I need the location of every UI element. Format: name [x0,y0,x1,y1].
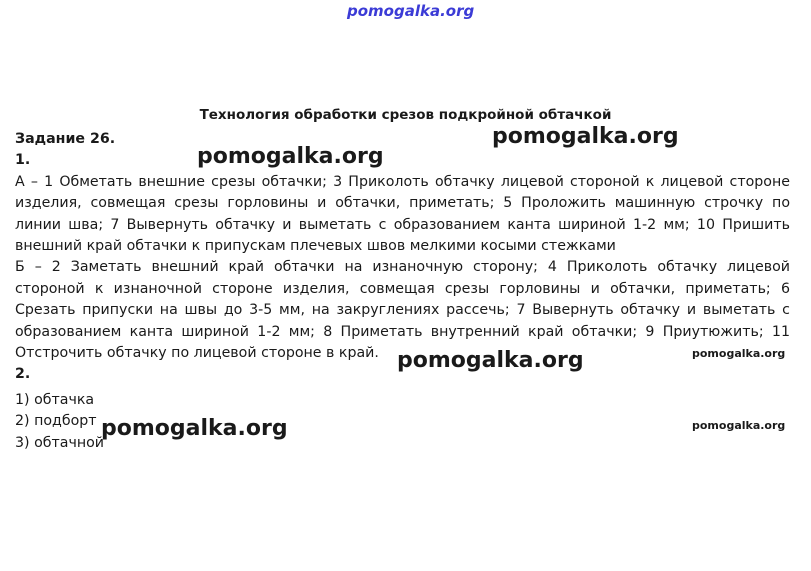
watermark-large-3: pomogalka.org [397,348,584,373]
watermark-large-1: pomogalka.org [492,124,679,149]
document-title: Технология обработки срезов подкройной обтачкой [199,107,612,123]
question-1-label: 1. [15,152,31,169]
task-label: Задание 26. [15,131,116,147]
paragraph-a: А – 1 Обметать внешние срезы обтачки; 3 Приколоть обтачку лицевой стороной к лицевой стороне изделия, совмещая срезы горловины и обтачки, приметать; 5 Проложить машинную строчку по линии шва; 7 Вывернуть обтачку и выметать с образованием канта шириной 1-2 мм; 10 Пришить внешний край обтачки к припускам плечевых швов мелкими косыми стежками [15,173,790,255]
answer-item-2: 2) подборт [15,413,97,430]
watermark-small-2: pomogalka.org [692,419,786,432]
document-body [15,129,790,454]
watermark-large-2: pomogalka.org [197,144,384,169]
answer-item-3: 3) обтачной [15,434,105,451]
question-2-label: 2. [15,366,31,383]
answer-item-1: 1) обтачка [15,391,95,408]
watermark-large-4: pomogalka.org [101,416,288,441]
watermark-top: pomogalka.org [347,2,475,20]
paragraph-b: Б – 2 Заметать внешний край обтачки на изнаночную сторону; 4 Приколоть обтачку лицевой стороной к изнаночной стороне изделия, совмещая срезы горловины и обтачки, приметать; 6 Срезать припуски на швы до 3-5 мм, на закруглениях рассечь; 7 Вывернуть обтачку и выметать с образованием канта шириной 1-2 мм; 8 Приметать внутренний край обтачки; 9 Приутюжить; 11 Отстрочить обтачку по лицевой стороне в край. [15,259,790,362]
watermark-small-1: pomogalka.org [692,347,786,360]
